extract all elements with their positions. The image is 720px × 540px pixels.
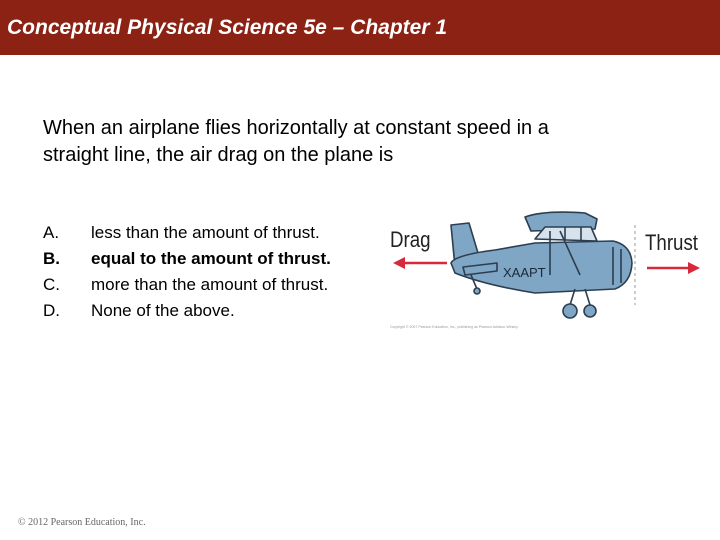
drag-label: Drag xyxy=(390,227,431,252)
slide-title: Conceptual Physical Science 5e – Chapter 1 xyxy=(7,16,448,39)
option-letter: D. xyxy=(43,301,60,320)
question-line-1: When an airplane flies horizontally at constant speed in a xyxy=(43,117,549,139)
airplane-illustration xyxy=(385,205,705,340)
plane-marking: XAAPT xyxy=(503,265,546,280)
figure-credit: Copyright © 2007 Pearson Education, Inc., publishing as Pearson Addison-Wesley. xyxy=(390,325,519,329)
option-letter: A. xyxy=(43,223,60,242)
footer-copyright: © 2012 Pearson Education, Inc. xyxy=(18,517,146,528)
thrust-arrow-icon xyxy=(647,262,700,274)
question-line-2: straight line, the air drag on the plane is xyxy=(43,144,394,166)
option-letter: B. xyxy=(43,249,60,268)
option-text: None of the above. xyxy=(91,301,235,320)
airplane-figure xyxy=(385,205,705,340)
option-letter: C. xyxy=(43,275,60,294)
thrust-label: Thrust xyxy=(645,230,699,255)
slide-header xyxy=(0,0,720,55)
option-text: more than the amount of thrust. xyxy=(91,275,329,294)
option-text: equal to the amount of thrust. xyxy=(91,249,331,268)
option-text: less than the amount of thrust. xyxy=(91,223,320,242)
question-text xyxy=(43,115,683,169)
drag-arrow-icon xyxy=(393,257,447,269)
